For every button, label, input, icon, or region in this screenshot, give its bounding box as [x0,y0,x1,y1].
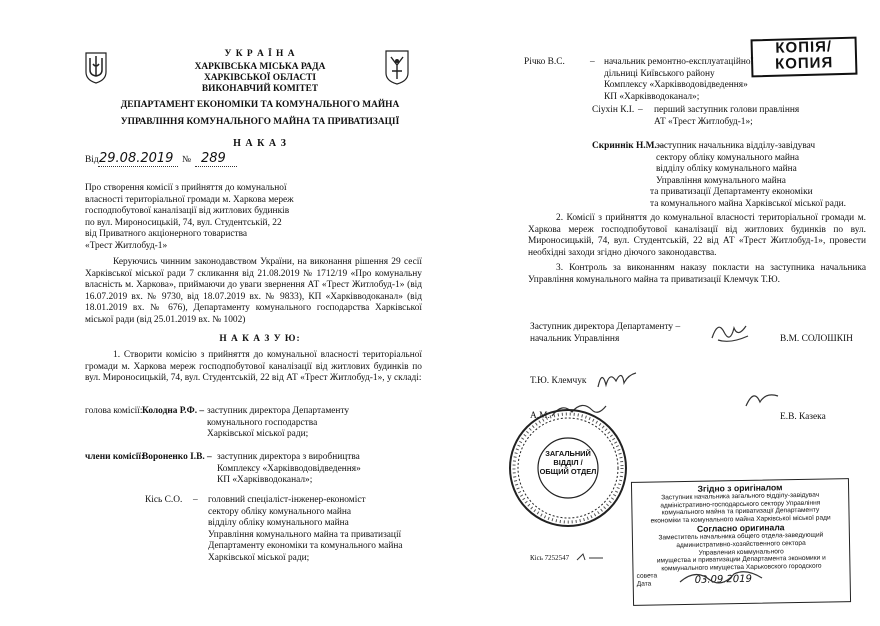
member-position-line: перший заступник голови правління [654,105,800,115]
member-dash: – [590,57,595,67]
copy-stamp-line: КОПІЯ/ [775,38,833,57]
kazeka-signature [742,386,782,412]
stamp-line: Заместитель начальника общего отдела-заведующий [658,531,824,542]
member-position-line: Харківської міської ради; [208,552,310,563]
seal-line: ВІДДІЛ / [553,458,583,467]
member-position-line: Управління комунального майна та приватизації [208,529,402,540]
member-position-line: та комунального майна Харківської міської ради. [650,198,847,209]
order-date-line [85,152,275,168]
stamp-line: административно-хозяйственного сектора [676,539,806,550]
seal-center-text [538,449,598,476]
orders-heading: Н А К А З У Ю: [219,334,301,344]
member-position-line: Комплексу «Харківводовідведення» [604,80,748,91]
member-position-line: АТ «Трест Житлобуд-1»; [654,116,753,127]
approval-klemchuk: Т.Ю. Клемчук [530,376,587,386]
member-position-line: начальник ремонтно-експлуатаційної [604,57,754,67]
country-heading: У К Р А Ї Н А [224,49,296,59]
stamp-title-ru: Согласно оригинала [696,522,785,535]
region-heading: ХАРКІВСЬКОЇ ОБЛАСТІ [204,73,316,83]
committee-heading: ВИКОНАВЧИЙ КОМІТЕТ [201,84,319,94]
commission-member [85,452,425,488]
subject-line: господпобутової каналізації від житлових будинків [85,206,290,217]
footer-note: Кісь 7252547 [530,554,570,562]
commission-member [85,495,425,567]
member-position-line: Комплексу «Харківводовідведення» [217,463,361,474]
member-name: Скриннік Н.М. – [592,141,664,151]
order-number-handwritten: 289 [201,151,226,166]
member-position-line: сектору обліку комунального майна [208,506,352,517]
stamp-line: коммунального имущества Харьковского городского [661,562,822,573]
chair-label: голова комісії: [85,406,143,416]
klemchuk-signature [594,365,640,393]
commission-chair [85,406,425,446]
subject-line: по вул. Мироносицькій, 74, вул. Студентській, 22 [85,217,282,228]
subject-line: Про створення комісії з прийняття до комунальної [85,183,287,193]
stamp-line: економіки та комунального майна Харківської міської ради [650,514,831,525]
chair-position-line: заступник директора Департаменту [207,406,350,416]
chair-position-line: комунального господарства [207,417,318,428]
preamble-paragraph: Керуючись чинним законодавством України, на виконання рішення 29 сесії Харківської міської ради 7 скликання від 21.08.2019 № 1712/19 «Про комунальну власність м. Харкова», приймаючи до уваги звернення АТ «Трест Житлобуд-1» (від 16.07.2019 вх. № 9730, від 18.07.2019 вх. № 9833), КП «Харківводоканал» (від 18.01.2019 вх. № 676), Департаменту комунального господарства Харківської міської ради (від 25.01.2019 вх. № 1002) [85,257,422,325]
member-dash: – [193,495,198,505]
chair-name: Колодна Р.Ф. – [142,406,205,416]
order-date-handwritten: 29.08.2019 [99,151,174,166]
stamp-line: Управления коммунального [698,547,784,557]
signatory-name: В.М. СОЛОШКІН [780,334,853,344]
stamp-line: комунального майна та приватизації Департаменту [661,506,820,517]
order-item-3: 3. Контроль за виконанням наказу покласти на заступника начальника Управління комунального майна та приватизації Клемчук Т.Ю. [528,263,866,285]
members-label: члени комісії: [85,452,145,462]
department-heading: ДЕПАРТАМЕНТ ЕКОНОМІКИ ТА КОМУНАЛЬНОГО МАЙНА [120,100,400,110]
member-position-line: головний спеціаліст-інженер-економіст [208,495,366,505]
order-title: Н А К А З [233,138,287,149]
stamp-line: адміністративно-господарського сектору Управління [660,499,821,509]
subject-line: «Трест Житлобуд-1» [85,240,168,251]
stamp-date-handwritten: 03.09.2019 [694,573,753,586]
member-name: Сіухін К.І. [592,105,635,115]
council-heading: ХАРКІВСЬКА МІСЬКА РАДА [194,62,326,72]
signatory-title: Заступник директора Департаменту – [530,322,681,332]
stamp-title-ua: Згідно з оригіналом [697,482,783,494]
commission-member [592,141,880,213]
date-prefix: Від [85,155,99,165]
ukraine-trident-icon [84,50,108,84]
member-position-line: Управління комунального майна [656,175,786,186]
member-position-line: дільниці Київського району [604,68,715,79]
member-position-line: заступник директора з виробництва [217,452,360,462]
seal-line: ЗАГАЛЬНИЙ [545,449,591,458]
stamp-signature [676,566,766,590]
member-position-line: сектору обліку комунального майна [656,152,800,163]
member-position-line: КП «Харківводоканал»; [217,475,313,486]
number-prefix: № [182,155,191,165]
approval-kazeka: Е.В. Казека [780,412,826,422]
order-subject [85,183,294,253]
member-position-line: відділу обліку комунального майна [208,518,349,529]
seal-line: ОБЩИЙ ОТДЕЛ [539,467,597,476]
member-position-line: відділу обліку комунального майна [656,164,797,175]
subject-line: власності територіальної громади м. Харкова мереж [85,194,294,205]
directorate-heading: УПРАВЛІННЯ КОМУНАЛЬНОГО МАЙНА ТА ПРИВАТИЗАЦІЇ [120,117,400,127]
member-name: Кісь С.О. [145,495,183,505]
approval-am: А.М. [530,411,550,421]
member-position-line: та приватизації Департаменту економіки [650,187,813,198]
copy-stamp [751,37,858,78]
member-position-line: КП «Харківводоканал»; [604,91,700,102]
initials-signature [575,550,605,564]
member-position-line: Департаменту економіки та комунального майна [208,541,403,552]
subject-line: від Приватного акціонерного товариства [85,229,248,240]
chair-position-line: Харківської міської ради; [207,429,309,440]
member-position-line: заступник начальника відділу-завідувач [656,141,816,151]
director-signature [708,318,752,346]
member-name: Вороненко І.В. – [142,452,212,462]
stamp-date-label: Дата [636,580,652,588]
signatory-title: начальник Управління [530,334,620,344]
commission-member [592,105,862,131]
member-dash: – [638,105,643,115]
stamp-line: Заступник начальника загального відділу-завідувач [661,491,820,502]
member-name: Річко В.С. [524,57,565,67]
copy-stamp-line: КОПИЯ [774,54,834,73]
order-item-2: 2. Комісії з прийняття до комунальної власності територіальної громади м. Харкова мереж господпобутової каналізації від житлових будинків по вул. Мироносицькій, 74, вул. Студентській, 22 від АТ «Трест Житлобуд-1», провести необхідні заходи згідно діючого законодавства. [528,213,866,258]
order-item-1: 1. Створити комісію з прийняття до комунальної власності територіальної громади м. Харкова мереж господпобутової каналізації від житлових будинків по вул. Мироносицькій, 74, вул. Студентській, 22 від АТ «Трест Житлобуд-1», у складі: [85,350,422,384]
stamp-line: совета [636,572,658,581]
stamp-line: имущества и приватизации Департамента экономики и [656,554,826,565]
